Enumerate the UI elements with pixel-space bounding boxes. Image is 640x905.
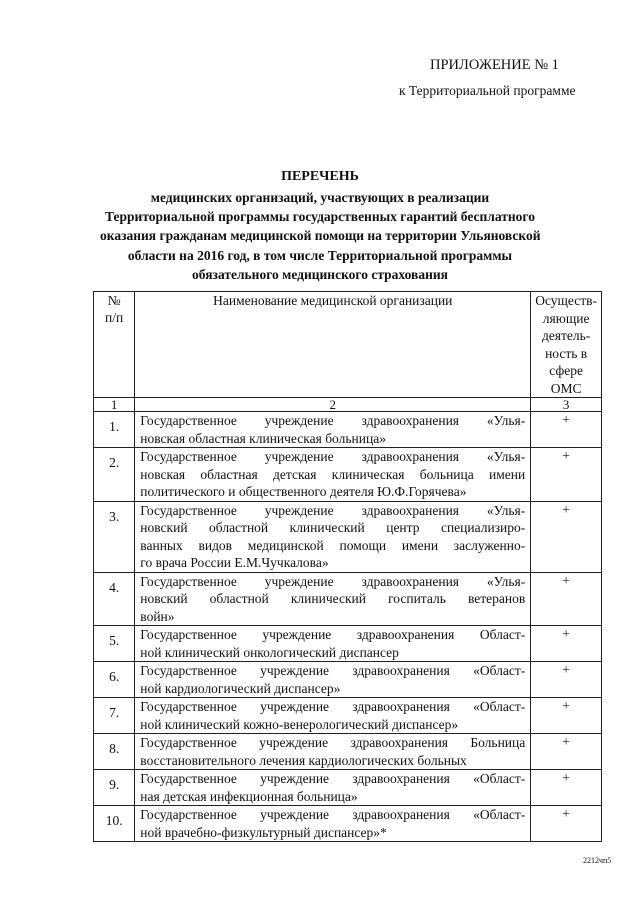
row-number-text: 4.: [109, 579, 120, 595]
row-number: [94, 734, 135, 770]
organization-name: [135, 572, 531, 626]
subtitle-line: области на 2016 год, в том числе Территориальной программы: [127, 247, 513, 263]
subtitle-line: Территориальной программы государственных гарантий бесплатного: [105, 209, 535, 225]
oms-plus: +: [562, 502, 571, 518]
organization-name-line: новская областная клиническая больница»: [140, 430, 386, 446]
row-number-text: 7.: [109, 705, 120, 720]
oms-plus: +: [562, 735, 571, 750]
organization-name: [135, 412, 531, 448]
row-number: [94, 448, 135, 502]
row-number: [94, 698, 135, 734]
table-row: [94, 806, 602, 842]
organization-name: [135, 770, 531, 806]
organization-name-line: Государственное учреждение здравоохранения «Улья-: [140, 413, 526, 428]
organization-name-line: Государственное учреждение здравоохранения «Област-: [140, 771, 526, 786]
column-number-row: [94, 398, 602, 412]
document-subtitle: [100, 188, 540, 284]
appendix-title: ПРИЛОЖЕНИЕ № 1: [430, 57, 559, 73]
organization-name-line: новский областной клинический госпиталь ветеранов: [140, 591, 526, 606]
table-row: [94, 572, 602, 626]
table-row: [94, 501, 602, 572]
oms-mark: [531, 698, 602, 734]
row-number-text: 3.: [109, 508, 120, 524]
oms-mark: [531, 734, 602, 770]
organization-name: [135, 734, 531, 770]
organization-name: [135, 448, 531, 502]
organization-name-line: Государственное учреждение здравоохранения «Улья-: [140, 502, 526, 518]
table-row: [94, 770, 602, 806]
organization-name-line: новская областная детская клиническая больница имени: [140, 466, 526, 482]
row-number-text: 9.: [109, 777, 120, 792]
header-num: [94, 292, 135, 398]
organization-name-line: ной клинический онкологический диспансер: [140, 644, 399, 660]
table-row: [94, 412, 602, 448]
organization-name-line: Государственное учреждение здравоохранения «Улья-: [140, 573, 526, 589]
row-number-text: 1.: [109, 419, 120, 434]
row-number: [94, 770, 135, 806]
oms-mark: [531, 806, 602, 842]
column-number: 2: [135, 398, 531, 412]
oms-plus: +: [562, 449, 571, 464]
document-title: ПЕРЕЧЕНЬ: [281, 169, 359, 184]
oms-mark: [531, 770, 602, 806]
oms-plus: +: [562, 771, 571, 786]
organization-name: [135, 626, 531, 662]
subtitle-line: медицинских организаций, участвующих в реализации: [150, 190, 490, 205]
row-number: [94, 572, 135, 626]
organization-name-line: Государственное учреждение здравоохранения «Улья-: [140, 449, 526, 464]
organization-name-line: ной клинический кожно-венерологический диспансер»: [140, 716, 459, 732]
organization-name-line: го врача России Е.М.Чучкалова»: [140, 555, 329, 570]
header-name: Наименование медицинской организации: [135, 292, 531, 398]
organization-name: [135, 806, 531, 842]
footer-code: 2212чп5: [583, 856, 612, 865]
table-row: [94, 626, 602, 662]
organization-name-line: Государственное учреждение здравоохранения Област-: [140, 627, 526, 642]
oms-plus: +: [562, 413, 571, 428]
organization-name-line: Государственное учреждение здравоохранения «Област-: [140, 699, 526, 714]
organization-name-line: ной кардиологический диспансер»: [140, 680, 341, 696]
row-number-text: 2.: [109, 455, 120, 470]
organization-name-line: политического и общественного деятеля Ю.Ф.Горячева»: [140, 484, 467, 499]
row-number: [94, 662, 135, 698]
row-number-text: 10.: [105, 813, 123, 828]
table-header-row: [94, 292, 602, 398]
row-number: [94, 412, 135, 448]
oms-plus: +: [562, 807, 571, 822]
oms-plus: +: [562, 627, 571, 642]
organization-name-line: восстановительного лечения кардиологических больных: [140, 752, 467, 768]
organization-name-line: Государственное учреждение здравоохранения «Област-: [140, 663, 526, 678]
organization-name: [135, 698, 531, 734]
oms-plus: +: [562, 573, 571, 589]
column-number: 1: [94, 398, 135, 412]
organization-name-line: Государственное учреждение здравоохранения Больница: [140, 735, 526, 750]
organization-name: [135, 501, 531, 572]
row-number-text: 8.: [109, 741, 120, 756]
header-num-text: № п/п: [105, 293, 124, 325]
organizations-table: [93, 291, 602, 842]
organization-name-line: ной врачебно-физкультурный диспансер»*: [140, 824, 387, 840]
column-number: 3: [531, 398, 602, 412]
appendix-subtitle: к Территориальной программе: [399, 83, 576, 98]
row-number: [94, 501, 135, 572]
row-number-text: 5.: [109, 633, 120, 648]
oms-mark: [531, 662, 602, 698]
oms-mark: [531, 412, 602, 448]
table-row: [94, 698, 602, 734]
row-number-text: 6.: [109, 669, 120, 684]
organization-name-line: войн»: [140, 608, 175, 624]
organization-name-line: ванных видов медицинской помощи имени заслуженно-: [140, 537, 526, 553]
organization-name-line: ная детская инфекционная больница»: [140, 788, 358, 804]
oms-mark: [531, 572, 602, 626]
header-oms-text: Осуществ- ляющие деятель- ность в сфере ОМС: [535, 293, 598, 396]
table-row: [94, 448, 602, 502]
subtitle-line: обязательного медицинского страхования: [192, 266, 448, 282]
row-number: [94, 626, 135, 662]
oms-plus: +: [562, 663, 571, 678]
organization-name: [135, 662, 531, 698]
organization-name-line: Государственное учреждение здравоохранения «Област-: [140, 807, 526, 822]
oms-plus: +: [562, 699, 571, 714]
table-row: [94, 662, 602, 698]
subtitle-line: оказания гражданам медицинской помощи на территории Ульяновской: [100, 228, 541, 244]
header-oms: [531, 292, 602, 398]
oms-mark: [531, 626, 602, 662]
oms-mark: [531, 501, 602, 572]
table-row: [94, 734, 602, 770]
oms-mark: [531, 448, 602, 502]
organization-name-line: новский областной клинический центр специализиро-: [140, 520, 526, 535]
row-number: [94, 806, 135, 842]
